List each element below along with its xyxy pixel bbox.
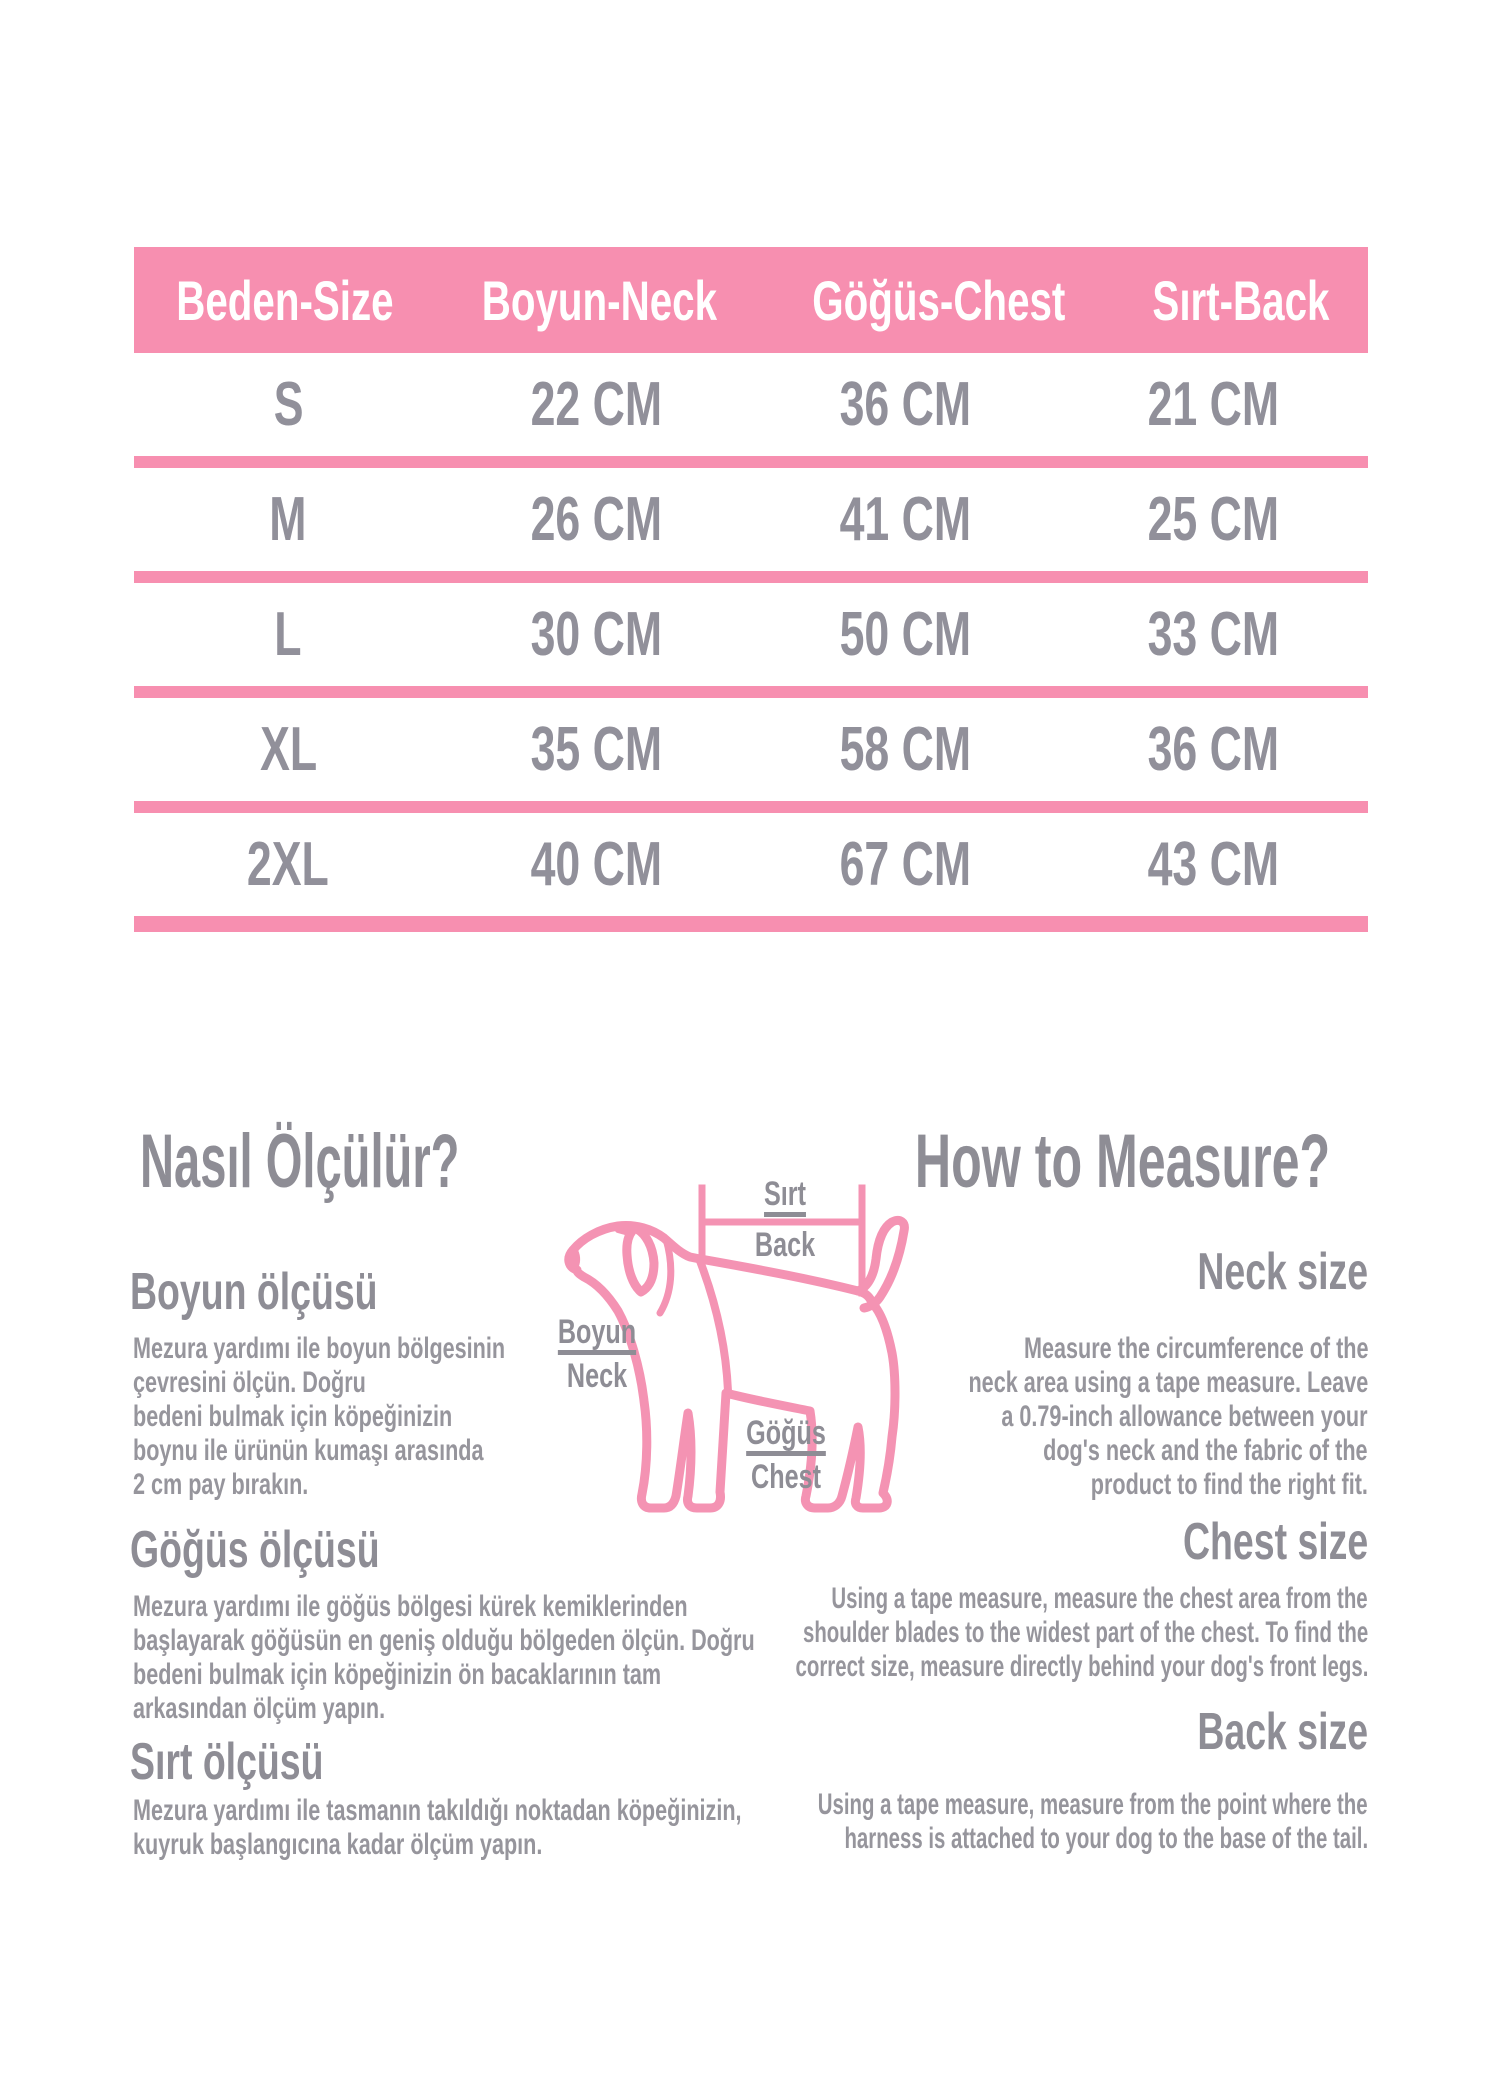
heading-sirt-olcusu <box>130 1732 399 1792</box>
heading-text: Back size <box>1197 1703 1368 1761</box>
header-label-back: Sırt-Back <box>1152 268 1330 332</box>
value-size: XL <box>259 715 317 784</box>
title-english-text: How to Measure? <box>914 1119 1330 1204</box>
cell-size <box>134 829 443 900</box>
paragraph-line: Mezura yardımı ile göğüs bölgesi kürek kemiklerinden <box>133 1590 688 1623</box>
cell-chest <box>751 599 1060 670</box>
value-chest: 36 CM <box>839 370 971 439</box>
cell-back <box>1060 484 1369 555</box>
header-label-size: Beden-Size <box>176 268 394 332</box>
paragraph-line: başlayarak göğüsün en geniş olduğu bölgeden ölçün. Doğru <box>133 1624 755 1657</box>
value-size: M <box>269 485 307 554</box>
paragraph-line: correct size, measure directly behind your dog's front legs. <box>795 1650 1368 1683</box>
cell-neck <box>443 714 752 785</box>
value-neck: 35 CM <box>531 715 663 784</box>
size-table <box>134 247 1368 932</box>
table-row-s <box>134 353 1368 468</box>
header-label-chest: Göğüs-Chest <box>811 268 1065 332</box>
diagram-label-boyun: Boyun <box>557 1313 637 1351</box>
cell-chest <box>751 369 1060 440</box>
cell-size <box>134 484 443 555</box>
cell-size <box>134 369 443 440</box>
value-neck: 40 CM <box>531 830 663 899</box>
paragraph-line: Measure the circumference of the <box>1023 1332 1368 1365</box>
value-size: L <box>274 600 302 669</box>
header-cell-chest <box>763 268 1115 333</box>
header-label-neck: Boyun-Neck <box>481 268 717 332</box>
value-chest: 67 CM <box>839 830 971 899</box>
paragraph-line: Using a tape measure, measure the chest area from the <box>831 1582 1368 1615</box>
heading-text: Sırt ölçüsü <box>130 1733 324 1791</box>
value-size: S <box>273 370 304 439</box>
value-back: 25 CM <box>1148 485 1280 554</box>
table-row-l <box>134 583 1368 698</box>
value-chest: 41 CM <box>839 485 971 554</box>
header-cell-size <box>134 268 436 333</box>
cell-chest <box>751 829 1060 900</box>
value-back: 43 CM <box>1148 830 1280 899</box>
value-back: 21 CM <box>1148 370 1280 439</box>
heading-text: Göğüs ölçüsü <box>130 1521 380 1579</box>
paragraph-line: kuyruk başlangıcına kadar ölçüm yapın. <box>133 1828 543 1861</box>
value-chest: 50 CM <box>839 600 971 669</box>
heading-chest-size <box>1111 1512 1368 1572</box>
table-row-m <box>134 468 1368 583</box>
heading-text: Boyun ölçüsü <box>130 1263 378 1321</box>
diagram-label-sirt: Sırt <box>764 1175 806 1213</box>
cell-neck <box>443 829 752 900</box>
value-back: 36 CM <box>1148 715 1280 784</box>
paragraph-line: arkasından ölçüm yapın. <box>133 1692 386 1725</box>
paragraph-chest-size <box>526 1582 1368 1684</box>
cell-size <box>134 599 443 670</box>
value-size: 2XL <box>247 830 330 899</box>
paragraph-line: a 0.79-inch allowance between your <box>1001 1400 1368 1433</box>
diagram-label-chest: Chest <box>751 1458 821 1496</box>
title-turkish-text: Nasıl Ölçülür? <box>140 1119 460 1204</box>
paragraph-back-size <box>559 1788 1368 1856</box>
heading-neck-size <box>1131 1242 1368 1302</box>
paragraph-line: Mezura yardımı ile boyun bölgesinin <box>133 1332 506 1365</box>
heading-boyun-olcusu <box>130 1262 474 1322</box>
heading-gogus-olcusu <box>130 1520 477 1580</box>
diagram-label-neck: Neck <box>566 1357 628 1395</box>
paragraph-line: neck area using a tape measure. Leave <box>968 1366 1368 1399</box>
value-chest: 58 CM <box>839 715 971 784</box>
cell-back <box>1060 829 1369 900</box>
paragraph-line: 2 cm pay bırakın. <box>133 1468 309 1501</box>
size-table-header-row <box>134 247 1368 353</box>
paragraph-line: harness is attached to your dog to the base of the tail. <box>844 1822 1368 1855</box>
paragraph-line: product to find the right fit. <box>1090 1468 1368 1501</box>
paragraph-line: shoulder blades to the widest part of the chest. To find the <box>802 1616 1368 1649</box>
paragraph-line: boynu ile ürünün kumaşı arasında <box>133 1434 484 1467</box>
cell-chest <box>751 714 1060 785</box>
cell-neck <box>443 369 752 440</box>
cell-neck <box>443 599 752 670</box>
dog-measurement-diagram <box>540 1175 940 1525</box>
cell-back <box>1060 599 1369 670</box>
heading-text: Chest size <box>1182 1513 1368 1571</box>
paragraph-line: Using a tape measure, measure from the point where the <box>818 1788 1368 1821</box>
table-row-2xl <box>134 813 1368 932</box>
dog-eye <box>618 1230 629 1233</box>
paragraph-line: bedeni bulmak için köpeğinizin <box>133 1400 453 1433</box>
header-cell-back <box>1114 268 1368 333</box>
paragraph-line: dog's neck and the fabric of the <box>1043 1434 1368 1467</box>
cell-neck <box>443 484 752 555</box>
diagram-label-gogus: Göğüs <box>746 1414 826 1452</box>
cell-chest <box>751 484 1060 555</box>
value-neck: 26 CM <box>531 485 663 554</box>
cell-back <box>1060 714 1369 785</box>
paragraph-line: çevresini ölçün. Doğru <box>133 1366 366 1399</box>
value-neck: 22 CM <box>531 370 663 439</box>
value-back: 33 CM <box>1148 600 1280 669</box>
cell-back <box>1060 369 1369 440</box>
heading-text: Neck size <box>1197 1243 1368 1301</box>
cell-size <box>134 714 443 785</box>
paragraph-line: Mezura yardımı ile tasmanın takıldığı noktadan köpeğinizin, <box>133 1794 742 1827</box>
table-row-xl <box>134 698 1368 813</box>
heading-back-size <box>1131 1702 1368 1762</box>
value-neck: 30 CM <box>531 600 663 669</box>
diagram-label-back: Back <box>754 1226 816 1264</box>
header-cell-neck <box>436 268 763 333</box>
paragraph-line: bedeni bulmak için köpeğinizin ön bacaklarının tam <box>133 1658 662 1691</box>
